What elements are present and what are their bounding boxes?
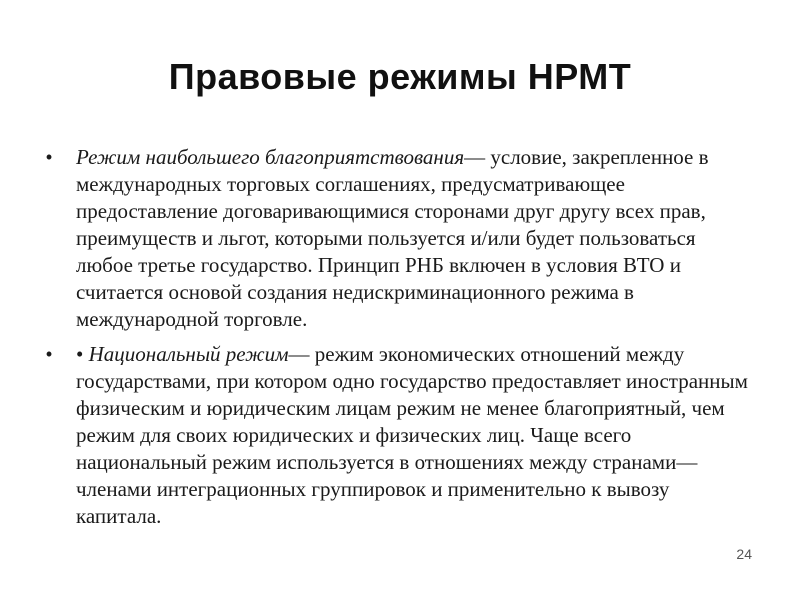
page-number: 24: [736, 546, 752, 562]
bullet-item-national: [40, 341, 750, 530]
slide-content: [40, 144, 750, 538]
inline-bullet-prefix: •: [76, 342, 89, 366]
definition-mfn: — условие, закрепленное в международных торговых соглашениях, предусматривающее предоставление договаривающимися сторонами друг другу всех прав, преимуществ и льгот, которыми пользуется и/или будет пользоваться любое третье государство. Принцип РНБ включен в условия ВТО и считается основой создания недискриминационного режима в международной торговле.: [76, 145, 709, 331]
definition-national: — режим экономических отношений между государствами, при котором одно государство предоставляет иностранным физическим и юридическим лицам режим не менее благоприятный, чем режим для своих юридических и физических лиц. Чаще всего национальный режим используется в отношениях между странами—членами интеграционных группировок и применительно к вывозу капитала.: [76, 342, 748, 528]
bullet-icon: •: [45, 344, 53, 364]
term-national: Национальный режим: [88, 342, 289, 366]
bullet-icon: •: [45, 147, 53, 167]
term-mfn: Режим наибольшего благоприятствования: [76, 145, 465, 169]
bullet-item-mfn: [40, 144, 750, 333]
slide-title: Правовые режимы НРМТ: [168, 56, 632, 97]
